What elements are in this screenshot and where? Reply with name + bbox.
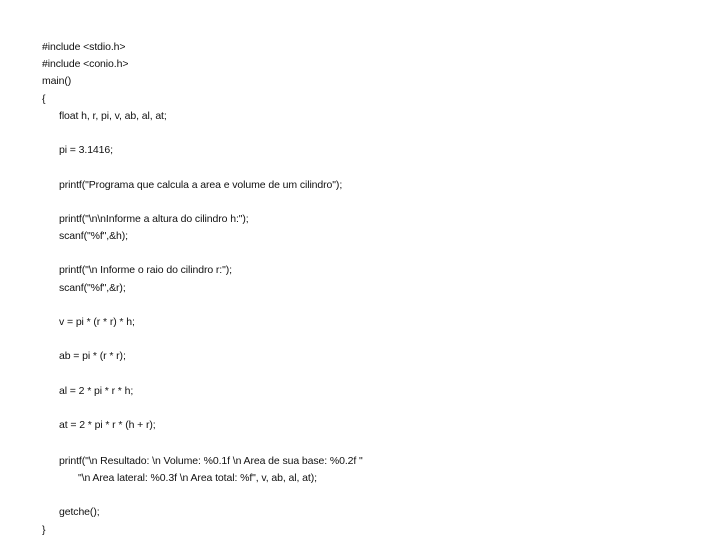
code-line: pi = 3.1416; [59, 144, 113, 156]
code-line: "\n Area lateral: %0.3f \n Area total: %f", v, ab, al, at); [78, 472, 317, 484]
code-line: #include <conio.h> [42, 58, 129, 70]
code-line: { [42, 93, 46, 105]
code-line: scanf("%f",&r); [59, 282, 126, 294]
code-line: printf("\n Informe o raio do cilindro r:"); [59, 264, 232, 276]
code-line: float h, r, pi, v, ab, al, at; [59, 110, 167, 122]
code-line: scanf("%f",&h); [59, 230, 128, 242]
code-line: } [42, 524, 46, 536]
code-line: at = 2 * pi * r * (h + r); [59, 419, 156, 431]
code-line: al = 2 * pi * r * h; [59, 385, 134, 397]
code-line: v = pi * (r * r) * h; [59, 316, 135, 328]
code-line: main() [42, 75, 72, 87]
code-line: printf("Programa que calcula a area e volume de um cilindro"); [59, 179, 343, 191]
code-line: ab = pi * (r * r); [59, 350, 126, 362]
code-line: #include <stdio.h> [42, 41, 126, 53]
code-line: printf("\n\nInforme a altura do cilindro h:"); [59, 213, 249, 225]
code-line: getche(); [59, 506, 100, 518]
code-line: printf("\n Resultado: \n Volume: %0.1f \n Area de sua base: %0.2f " [59, 455, 363, 467]
